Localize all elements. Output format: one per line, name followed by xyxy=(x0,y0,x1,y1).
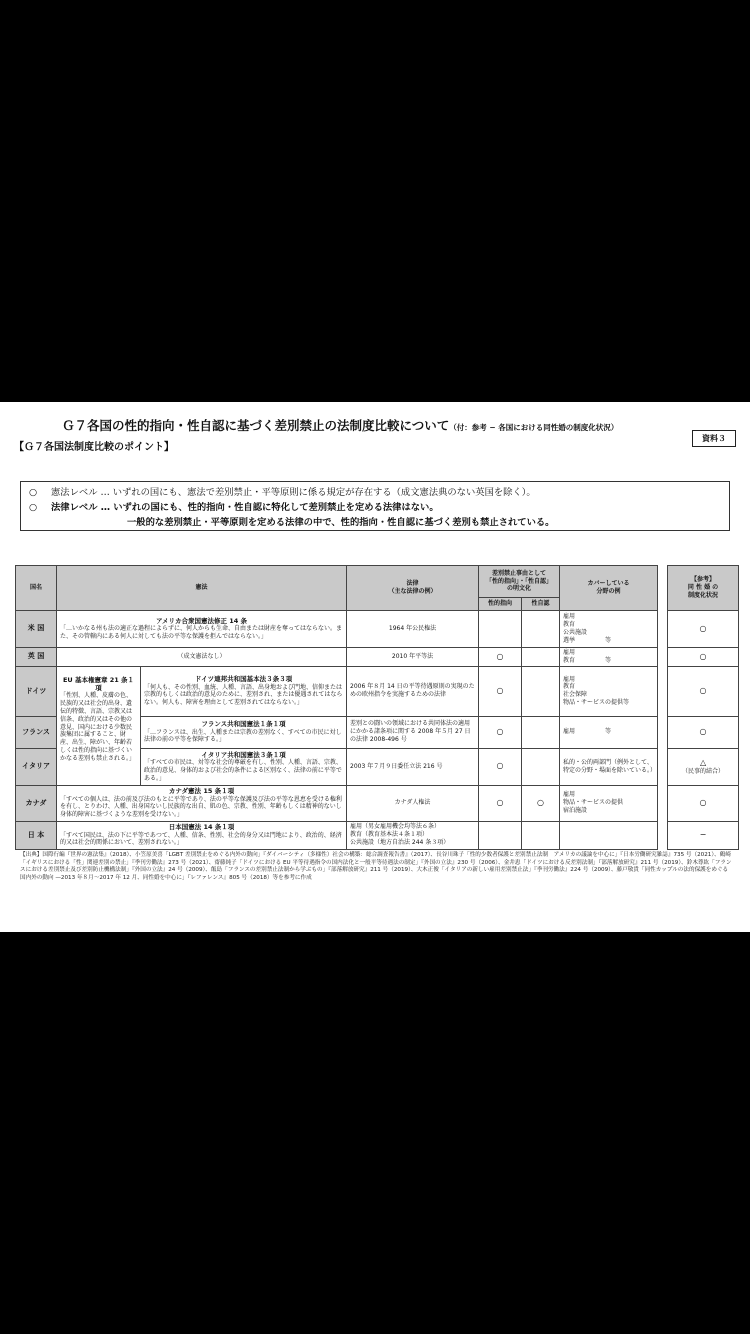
points-heading: 【Ｇ７各国法制度比較のポイント】 xyxy=(14,442,174,453)
circle-bullet-icon: ○ xyxy=(29,502,38,513)
country-ca: カナダ xyxy=(16,785,57,821)
header-country: 国名 xyxy=(16,566,57,611)
header-reference: 【参考】 同 性 婚 の 制度化状況 xyxy=(668,566,739,611)
point-text-3: 一般的な差別禁止・平等原則を定める法律の中で、性的指向・性自認に基づく差別も禁止されている。 xyxy=(127,517,555,528)
country-it: イタリア xyxy=(16,748,57,785)
constitution-fr xyxy=(141,716,347,748)
reference-fr: ○ xyxy=(668,716,739,748)
const-text-us: 「…いかなる州も法の適正な過程によらずに、何人からも生命、自由または財産を奪ってはならない。また、その管轄内にある何人に対しても法の平等な保護を拒んではならない。」 xyxy=(60,625,343,641)
fields-de: 雇用 教育 社会保障 物品・サービスの提供等 xyxy=(560,666,658,716)
table-row xyxy=(16,666,739,716)
table-header-row xyxy=(16,566,739,598)
orientation-uk: ○ xyxy=(479,648,522,667)
identity-uk xyxy=(522,648,560,667)
point-line-2 xyxy=(29,500,721,515)
orientation-de: ○ xyxy=(479,666,522,716)
country-jp: 日 本 xyxy=(16,821,57,849)
law-it: 2003 年７月９日委任立法 216 号 xyxy=(347,748,479,785)
reference-it-mark: △ xyxy=(699,757,707,767)
header-fields: カバーしている 分野の例 xyxy=(560,566,658,611)
identity-fr xyxy=(522,716,560,748)
point-line-1 xyxy=(29,485,721,500)
fields-it: 私的・公的両部門（例外として、特定の分野・場面を除いている。） xyxy=(560,748,658,785)
header-orientation: 性的指向 xyxy=(479,598,522,611)
point-text-2: 法律レベル … いずれの国にも、性的指向・性自認に特化して差別禁止を定める法律はない。 xyxy=(51,502,439,513)
reference-jp: − xyxy=(668,821,739,849)
title-main: Ｇ７各国の性的指向・性自認に基づく差別禁止の法制度比較について xyxy=(62,418,450,433)
point-text-1: 憲法レベル … いずれの国にも、憲法で差別禁止・平等原則に係る規定が存在する（成文憲法典のない英国を除く）。 xyxy=(51,487,536,498)
reference-uk: ○ xyxy=(668,648,739,667)
law-de: 2006 年８月 14 日の平等待遇原則の実現のための欧州指令を実施するための法律 xyxy=(347,666,479,716)
document-label: 資料３ xyxy=(692,430,736,447)
fields-jp xyxy=(560,821,658,849)
title-subtitle: （付：参考 − 各国における同性婚の制度化状況） xyxy=(449,423,619,432)
header-law: 法律 （主な法律の例） xyxy=(347,566,479,611)
fields-fr: 雇用 等 xyxy=(560,716,658,748)
country-fr: フランス xyxy=(16,716,57,748)
const-text-de: 「何人も、その性別、血統、人種、言語、出身地および門地、信仰または宗教的もしくは政治的意見のために、差別され、または優遇されてはならない。何人も、障害を理由として差別されてはならない。」 xyxy=(144,683,343,707)
table-row xyxy=(16,785,739,821)
orientation-ca: ○ xyxy=(479,785,522,821)
orientation-us xyxy=(479,611,522,648)
eu-charter-text: 「性別、人種、皮膚の色、民族的又は社会的出身、遺伝的特徴、言語、宗教又は信条、政治的又はその他の意見、国内における少数民族集団に属すること、財産、出生、障がい、年齢若しくは性的指向に基づくいかなる差別も禁止される。」 xyxy=(60,692,136,762)
identity-ca: ○ xyxy=(522,785,560,821)
country-de: ドイツ xyxy=(16,666,57,716)
identity-us xyxy=(522,611,560,648)
const-title-jp: 日本国憲法 14 条１項 xyxy=(168,823,235,832)
table-row xyxy=(16,821,739,849)
document-page xyxy=(0,402,750,932)
header-constitution: 憲法 xyxy=(57,566,347,611)
points-box xyxy=(20,481,730,531)
header-explicit: 差別禁止事由として 「性的指向」・「性自認」 の明文化 xyxy=(479,566,560,598)
const-title-ca: カナダ憲法 15 条１項 xyxy=(168,787,235,796)
comparison-table xyxy=(15,565,739,850)
reference-it-note: （民事的結合） xyxy=(682,767,725,775)
header-identity: 性自認 xyxy=(522,598,560,611)
eu-charter-cell xyxy=(57,666,141,785)
identity-de xyxy=(522,666,560,716)
document-title xyxy=(62,416,682,434)
reference-us: ○ xyxy=(668,611,739,648)
law-ca: カナダ人権法 xyxy=(347,785,479,821)
const-title-it: イタリア共和国憲法３条１項 xyxy=(201,750,286,759)
circle-bullet-icon: ○ xyxy=(29,487,38,498)
table-row xyxy=(16,648,739,667)
const-text-jp: 「すべて国民は、法の下に平等であつて、人種、信条、性別、社会的身分又は門地により、政治的、経済的又は社会的関係において、差別されない。」 xyxy=(60,831,342,847)
law-fr: 差別との闘いの領域における共同体法の適用にかかる諸条項に関する 2008 年５月 27 日の法律 2008-496 号 xyxy=(347,716,479,748)
reference-de: ○ xyxy=(668,666,739,716)
law-jp: 雇用（男女雇用機会均等法６条） 教育（教育基本法４条１項） 公共施設（地方自治法 244 条３項） xyxy=(347,821,479,849)
constitution-it xyxy=(141,748,347,785)
fields-ca: 雇用 物品・サービスの提供 宿泊施設 xyxy=(560,785,658,821)
fields-us: 雇用 教育 公共施設 選挙 等 xyxy=(560,611,658,648)
orientation-fr: ○ xyxy=(479,716,522,748)
orientation-jp xyxy=(479,821,522,849)
const-title-fr: フランス共和国憲法１条１項 xyxy=(201,720,286,729)
const-text-it: 「すべての市民は、対等な社会的尊厳を有し、性別、人種、言語、宗教、政治的意見、身体的および社会的条件による区別なく、法律の前に平等である。」 xyxy=(144,759,342,782)
fields-uk: 雇用 教育 等 xyxy=(560,648,658,667)
source-citations: 【出典】国際行編『世界の憲法集』（2018）、小笠原美喜「LGBT 差別禁止をめぐる内外の動向」『ダイバーシティ（多様性）社会の構築：総合調査報告書』（2017）、長谷川珠子「性的少数者保護と差別禁止法制 アメリカの議論を中心に」『日本労働研究雑誌』735 号（2021）、鶴崎「イギリスにおける「性」関連差別の禁止」『季刊労働法』273 号（2021）、齋藤純子「ドイツにおける EU 平等待遇指令の国内法化と一般平等待遇法の制定」『外国の立法』230 号（2006）、金井恵「ドイツにおける反差別法制」『部落解放研究』211 号（2019）、鈴木尊紘「フランスにおける差別禁止及び差別防止機構法制」『外国の立法』24 号（2009）、飯島「フランスの差別禁止法制から学ぶもの」『部落解放研究』211 号（2019）、大木正俊「イタリアの新しい雇用差別禁止法」『季刊労働法』224 号（2009）、藤戸敬貴「同性カップルの法的保護をめぐる国内外の動向 —2013 年８月〜2017 年 12 月、同性婚を中心に」『レファレンス』805 号（2018）等を参考に作成 xyxy=(20,852,732,881)
law-us: 1964 年公民権法 xyxy=(347,611,479,648)
country-uk: 英 国 xyxy=(16,648,57,667)
column-gap xyxy=(658,566,668,850)
constitution-jp xyxy=(57,821,347,849)
point-line-3 xyxy=(29,515,721,530)
identity-it xyxy=(522,748,560,785)
const-title-de: ドイツ連邦共和国基本法３条３項 xyxy=(194,675,293,684)
orientation-it: ○ xyxy=(479,748,522,785)
law-uk: 2010 年平等法 xyxy=(347,648,479,667)
const-title-us: アメリカ合衆国憲法修正 14 条 xyxy=(155,616,248,625)
const-text-fr: 「…フランスは、出生、人種または宗教の差別なく、すべての市民に対し法律の前の平等を保障する。」 xyxy=(144,728,342,744)
constitution-us xyxy=(57,611,347,648)
reference-ca: ○ xyxy=(668,785,739,821)
constitution-ca xyxy=(57,785,347,821)
const-text-ca: 「すべての個人は、法の前及び法のもとに平等であり、法の平等な保護及び法の平等な恩恵を受ける権利を有し、とりわけ、人種、出身国ないし民族的な出自、肌の色、宗教、性別、年齢もしくは精神的ないし身体的障害に基づくような差別を受けない。」 xyxy=(60,795,342,819)
country-us: 米 国 xyxy=(16,611,57,648)
reference-it xyxy=(668,748,739,785)
eu-charter-title: EU 基本権憲章 21 条１項 xyxy=(62,675,135,693)
identity-jp xyxy=(522,821,560,849)
table-row xyxy=(16,611,739,648)
constitution-de xyxy=(141,666,347,716)
constitution-uk: （成文憲法なし） xyxy=(57,648,347,667)
